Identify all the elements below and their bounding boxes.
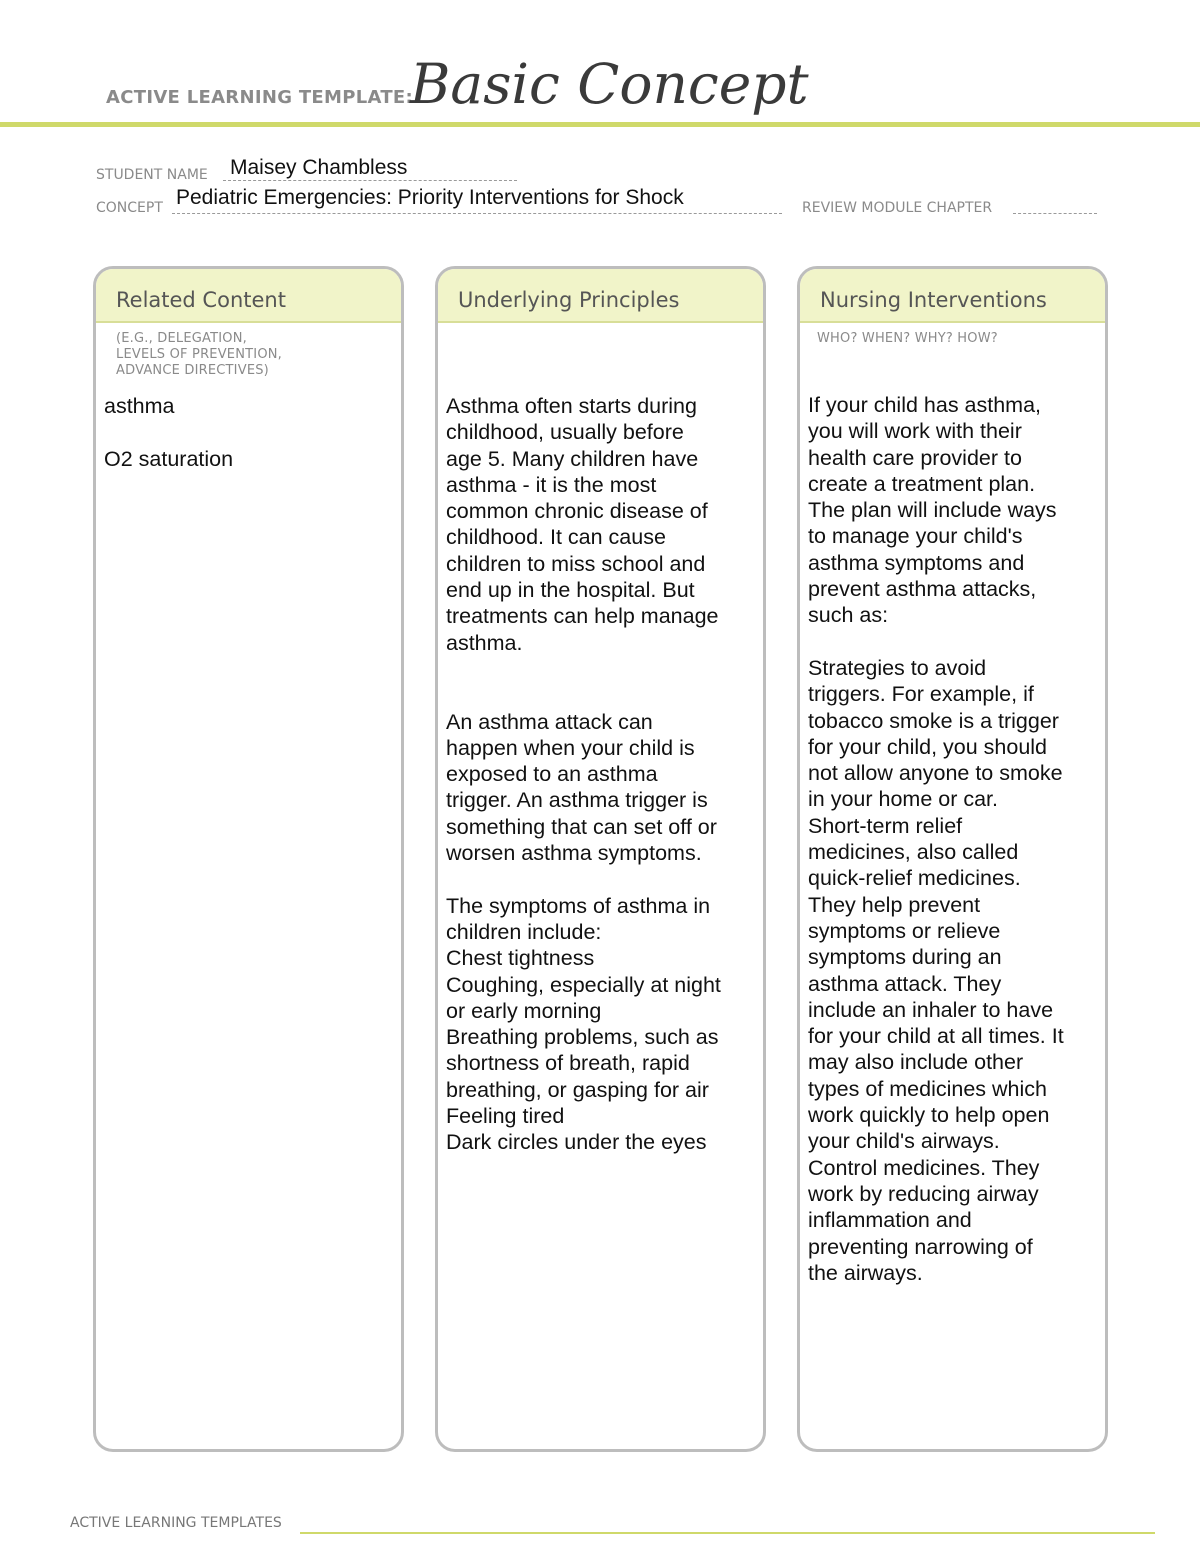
concept-underline xyxy=(172,213,782,214)
nursing-interventions-text[interactable]: If your child has asthma, you will work with their health care provider to create a treatment plan. The plan will include ways to manage your child's asthma symptoms and prevent asthma attacks, such as: Strategies to avoid triggers. For example, if tobacco smoke is a trigger for your child, you should not allow anyone to smoke in your home or car. Short-term relief medicines, also called quick-relief medicines. They help prevent symptoms or relieve symptoms during an asthma attack. They include an inhaler to have for your child at all times. It may also include other types of medicines which work quickly to help open your child's airways. Control medicines. They work by reducing airway inflammation and preventing narrowing of the airways. xyxy=(808,393,1064,1285)
page-title: Basic Concept xyxy=(410,52,809,116)
student-name-label: STUDENT NAME xyxy=(96,167,208,183)
concept-field[interactable]: Pediatric Emergencies: Priority Interventions for Shock xyxy=(176,186,684,209)
related-content-column xyxy=(93,266,404,1452)
related-content-heading: Related Content xyxy=(96,269,401,323)
related-content-text[interactable]: asthma O2 saturation xyxy=(104,394,234,471)
student-name-field[interactable]: Maisey Chambless xyxy=(230,156,408,179)
student-name-underline xyxy=(223,180,517,181)
related-content-hint: (E.G., DELEGATION, LEVELS OF PREVENTION, ADVANCE DIRECTIVES) xyxy=(116,331,283,378)
nursing-interventions-column xyxy=(797,266,1108,1452)
nursing-interventions-hint: WHO? WHEN? WHY? HOW? xyxy=(817,331,998,346)
underlying-principles-text[interactable]: Asthma often starts during childhood, usually before age 5. Many children have asthma - it is the most common chronic disease of childhood. It can cause children to miss school and end up in the hospital. But treatments can help manage asthma. An asthma attack can happen when your child is exposed to an asthma trigger. An asthma trigger is something that can set off or worsen asthma symptoms. The symptoms of asthma in children include: Chest tightness Coughing, especially at night or early morning Breathing problems, such as shortness of breath, rapid breathing, or gasping for air Feeling tired Dark circles under the eyes xyxy=(446,394,721,1155)
footer-label: ACTIVE LEARNING TEMPLATES xyxy=(70,1515,282,1531)
underlying-principles-heading: Underlying Principles xyxy=(438,269,763,323)
review-module-field[interactable] xyxy=(1013,213,1097,214)
concept-label: CONCEPT xyxy=(96,200,163,216)
nursing-interventions-heading: Nursing Interventions xyxy=(800,269,1105,323)
underlying-principles-column xyxy=(435,266,766,1452)
header-divider xyxy=(0,122,1200,127)
review-module-label: REVIEW MODULE CHAPTER xyxy=(802,200,993,216)
footer-divider xyxy=(300,1532,1155,1534)
template-label: ACTIVE LEARNING TEMPLATE: xyxy=(106,87,413,108)
